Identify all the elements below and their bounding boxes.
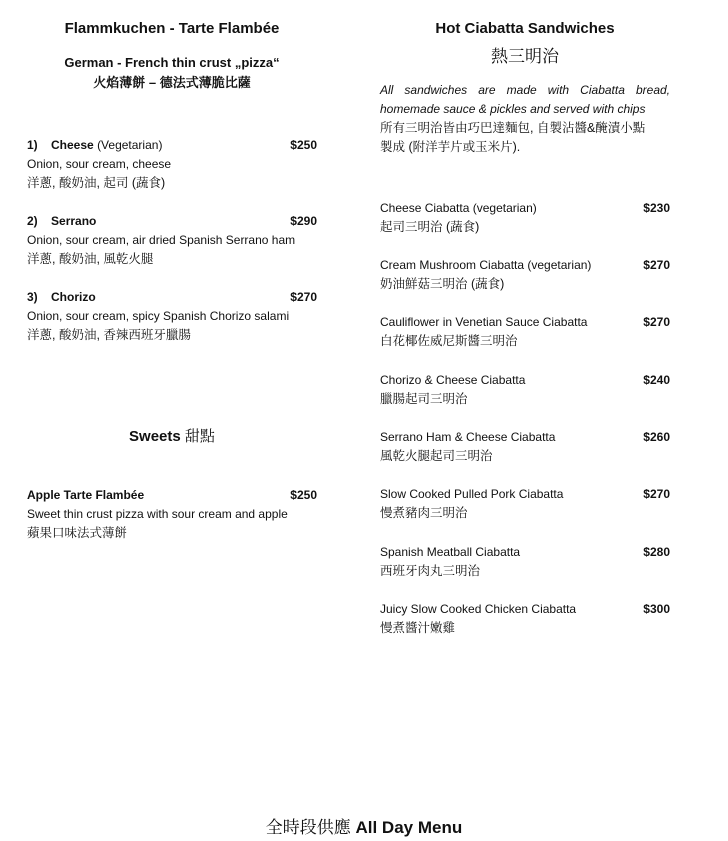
item-name: Apple Tarte Flambée: [27, 488, 145, 502]
item-name-zh: 臘腸起司三明治: [380, 392, 468, 406]
item-name: Serrano Ham & Cheese Ciabatta: [380, 430, 556, 444]
item-price: $270: [643, 258, 670, 272]
item-description-zh: 洋蔥, 酸奶油, 香辣西班牙臘腸: [27, 328, 191, 342]
section-subtitle-zh: 火焰薄餅 – 德法式薄脆比薩: [93, 75, 251, 90]
sweets-heading: [27, 425, 317, 446]
menu-item: [380, 256, 670, 294]
item-description-zh: 洋蔥, 酸奶油, 起司 (蔬食): [27, 176, 166, 190]
note-line-zh: 所有三明治皆由巧巴達麵包, 自製沾醬&醃漬小點: [380, 121, 646, 135]
menu-item: [380, 428, 670, 466]
menu-footer: [0, 813, 728, 838]
note-line: All sandwiches are made with Ciabatta bread,: [380, 83, 670, 97]
item-name-zh: 白花椰佐威尼斯醬三明治: [380, 334, 518, 348]
footer-zh: 全時段供應: [265, 818, 351, 837]
item-name: Chorizo & Cheese Ciabatta: [380, 373, 526, 387]
note-line: homemade sauce & pickles and served with chips: [380, 102, 646, 116]
item-name: Cauliflower in Venetian Sauce Ciabatta: [380, 315, 588, 329]
item-name: Cheese: [51, 138, 94, 152]
item-price: $270: [643, 487, 670, 501]
item-description-zh: 蘋果口味法式薄餅: [27, 526, 128, 540]
item-number: 2): [27, 214, 38, 228]
item-name: Chorizo: [51, 290, 96, 304]
item-name-zh: 風乾火腿起司三明治: [380, 449, 493, 463]
item-price: $250: [290, 488, 317, 502]
menu-item: [380, 600, 670, 638]
menu-item: [380, 485, 670, 523]
item-price: $300: [643, 602, 670, 616]
item-name-zh: 奶油鮮菇三明治 (蔬食): [380, 277, 505, 291]
menu-item: [380, 371, 670, 409]
item-description: Sweet thin crust pizza with sour cream and apple: [27, 507, 288, 521]
sandwich-note: [380, 81, 670, 157]
item-name: Cream Mushroom Ciabatta (vegetarian): [380, 258, 592, 272]
item-price: $270: [643, 315, 670, 329]
item-name: Cheese Ciabatta (vegetarian): [380, 201, 537, 215]
menu-item: [380, 543, 670, 581]
item-name: Slow Cooked Pulled Pork Ciabatta: [380, 487, 564, 501]
menu-item: [380, 313, 670, 351]
item-description: Onion, sour cream, cheese: [27, 157, 172, 171]
item-name-zh: 慢煮醬汁嫩雞: [380, 621, 456, 635]
item-description-zh: 洋蔥, 酸奶油, 風乾火腿: [27, 252, 154, 266]
note-line-zh: 製成 (附洋芋片或玉米片).: [380, 140, 521, 154]
section-title-zh: 熱三明治: [491, 47, 559, 66]
item-tag: (Vegetarian): [97, 138, 163, 152]
section-title: Hot Ciabatta Sandwiches: [435, 20, 615, 37]
item-description: Onion, sour cream, spicy Spanish Chorizo salami: [27, 309, 290, 323]
item-description: Onion, sour cream, air dried Spanish Serrano ham: [27, 233, 296, 247]
menu-item: [380, 199, 670, 237]
item-name-zh: 西班牙肉丸三明治: [380, 564, 481, 578]
item-price: $250: [290, 138, 317, 152]
item-price: $230: [643, 201, 670, 215]
item-number: 3): [27, 290, 38, 304]
item-name-zh: 慢煮豬肉三明治: [380, 506, 468, 520]
menu-item: [27, 486, 317, 543]
item-price: $280: [643, 545, 670, 559]
sweets-title: Sweets: [129, 428, 181, 445]
item-name: Juicy Slow Cooked Chicken Ciabatta: [380, 602, 577, 616]
sweets-title-zh: 甜點: [184, 428, 215, 445]
section-title: Flammkuchen - Tarte Flambée: [64, 20, 280, 37]
menu-item: [27, 288, 317, 345]
item-price: $240: [643, 373, 670, 387]
footer-en: All Day Menu: [355, 818, 463, 837]
item-price: $270: [290, 290, 317, 304]
item-name-zh: 起司三明治 (蔬食): [380, 220, 480, 234]
item-price: $260: [643, 430, 670, 444]
menu-item: [27, 136, 317, 193]
item-price: $290: [290, 214, 317, 228]
menu-item: [27, 212, 317, 269]
item-name: Spanish Meatball Ciabatta: [380, 545, 521, 559]
section-subtitle: German - French thin crust „pizza“: [64, 55, 280, 70]
item-number: 1): [27, 138, 38, 152]
item-name: Serrano: [51, 214, 97, 228]
